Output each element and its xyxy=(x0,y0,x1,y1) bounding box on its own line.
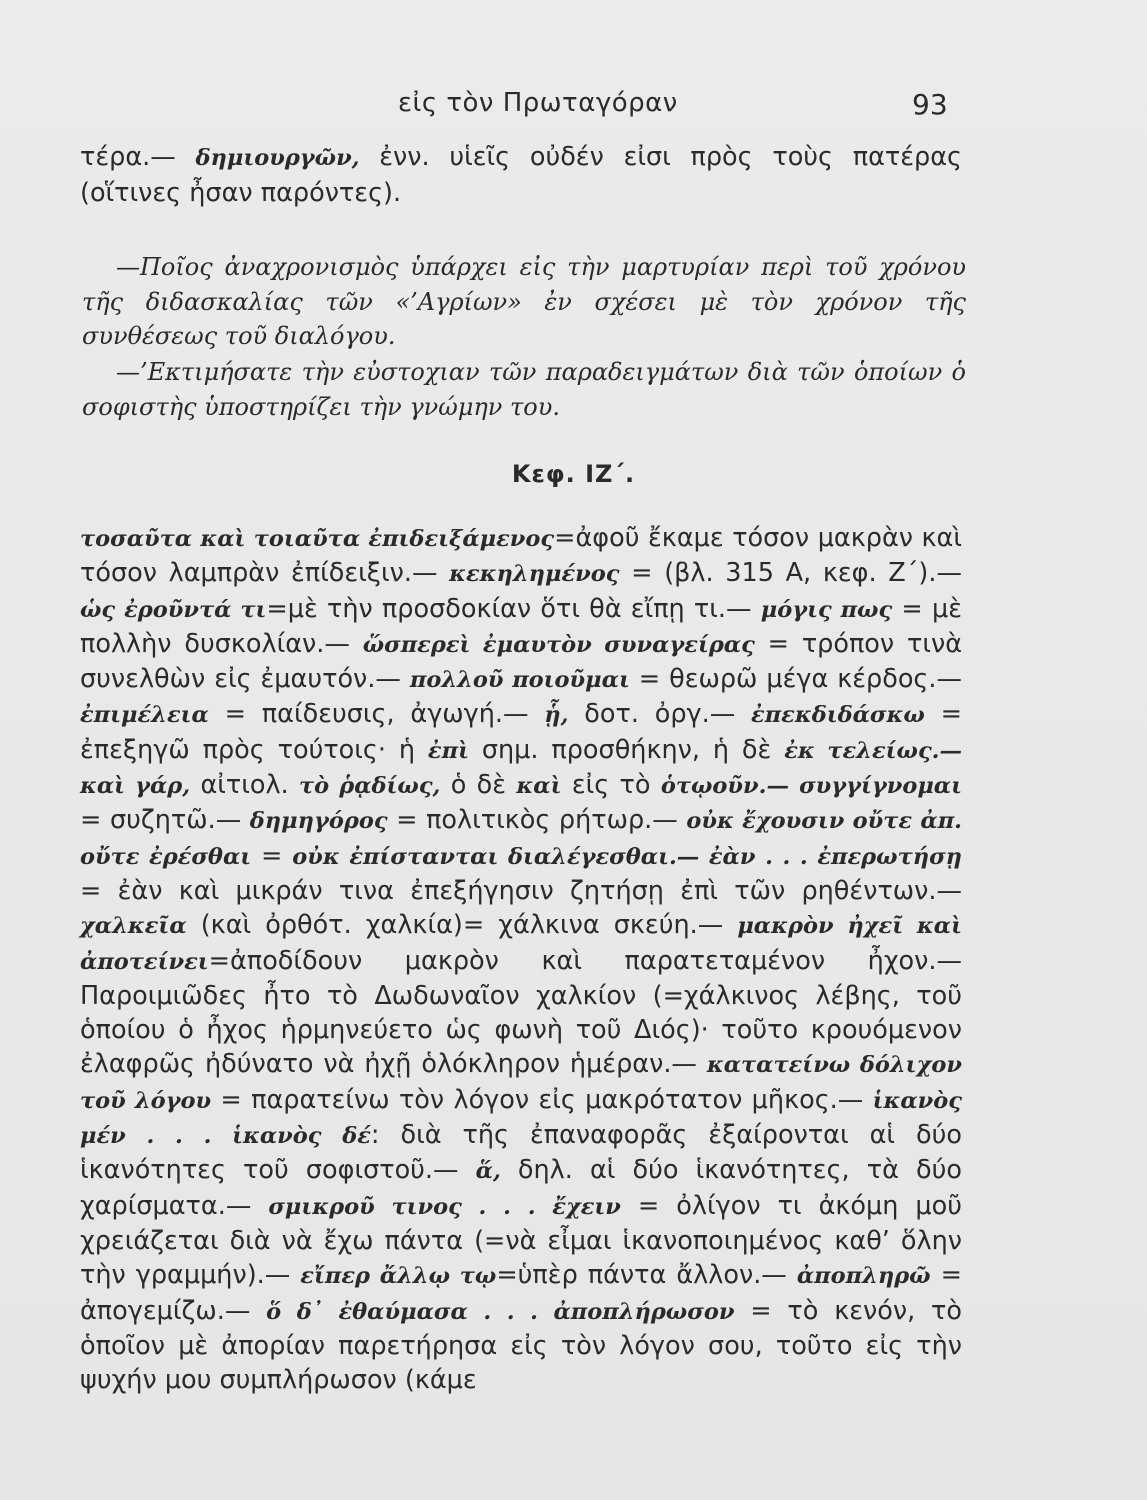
gloss-text: = παίδευσις, ἀγωγή.— xyxy=(208,699,545,730)
lemma-term: ἀποπληρῶ xyxy=(796,1263,931,1290)
lemma-term: οὐκ ἔχουσιν οὔτε ἀπ. οὔτε ἐρέσθαι xyxy=(80,808,963,870)
lemma-term: οὐκ ἐπίστανται διαλέγεσθαι.— ἐὰν . . . ἐπερωτήσῃ xyxy=(292,843,963,870)
gloss-text: =ἀποδίδουν μακρὸν καὶ παρατεταμένον ἦχον.— Παροιμιῶδες ἦτο τὸ Δωδωναῖον χαλκίον (=χάλκινος λέβης, τοῦ ὁποίου ὁ ἦχος ἡρμηνεύετο ὡς φωνὴ τοῦ Διός)· τοῦτο κρουόμενον ἐλαφρῶς ἠδύνατο νὰ ἠχῇ ὁλόκληρον ἡμέραν.— xyxy=(80,945,962,1080)
lemma-term: ἐκ τελείως.— καὶ γάρ, xyxy=(80,737,962,800)
gloss-text: = πολιτικὸς ρήτωρ.— xyxy=(387,805,687,836)
gloss-text: =μὲ τὴν προσδοκίαν ὅτι θὰ εἴπῃ τι.— xyxy=(266,593,761,624)
lemma-term: ἐπιμέλεια xyxy=(80,702,209,729)
lemma-term: ὁτῳοῦν.— συγγίγνομαι xyxy=(660,773,963,800)
gloss-text: αἰτιολ. xyxy=(190,770,300,801)
lemma-term: μόγις πως xyxy=(760,596,893,623)
gloss-text: σημ. προσθήκην, ἡ δὲ xyxy=(468,734,785,765)
gloss-text: δοτ. ὀργ.— xyxy=(568,699,752,730)
gloss-text: : διὰ τῆς ἐπαναφορᾶς ἐξαίρονται αἱ δύο ἱκανότητες τοῦ σοφιστοῦ.— xyxy=(80,1120,962,1186)
gloss-text: εἰς τὸ xyxy=(561,770,661,801)
lemma-term: ἐπεκδιδάσκω xyxy=(751,702,925,729)
lemma-term: τοσαῦτα καὶ τοιαῦτα ἐπιδειξάμενος xyxy=(80,526,555,552)
gloss-text: = θεωρῶ μέγα κέρδος.— xyxy=(629,664,962,695)
gloss-text: =ὑπὲρ πάντα ἄλλον.— xyxy=(496,1260,797,1291)
commentary-paragraph xyxy=(80,521,962,1397)
lemma-term: ἅ, xyxy=(475,1158,501,1185)
lemma-term: ᾗ, xyxy=(544,702,569,729)
lemma-term: σμικροῦ τινος . . . ἔχειν xyxy=(268,1193,621,1220)
gloss-text: = μὲ πολλὴν δυσκολίαν.— xyxy=(80,593,962,659)
lemma-term: δημηγόρος xyxy=(249,808,388,835)
study-question: —’Εκτιμήσατε τὴν εὐστοχιαν τῶν παραδειγμάτων διὰ τῶν ὁποίων ὁ σοφιστὴς ὑποστηρίζει τὴν γνώμην του. xyxy=(82,358,966,421)
gloss-text: = συζητῶ.— xyxy=(80,805,250,836)
lemma-term: ἐπὶ xyxy=(427,737,469,764)
gloss-text: ὁ δὲ xyxy=(440,770,517,801)
page-number: 93 xyxy=(912,88,948,121)
lemma-term: ἱκανὸς μέν . . . ἱκανὸς δέ xyxy=(80,1087,962,1150)
intro-paragraph xyxy=(80,140,962,210)
gloss-text: = xyxy=(251,840,293,871)
gloss-text: δηλ. αἱ δύο ἱκανότητες, τὰ δύο χαρίσματα.— xyxy=(80,1155,962,1221)
gloss-text: = ἀπογεμίζω.— xyxy=(80,1260,962,1326)
lemma-term: εἴπερ ἄλλῳ τῳ xyxy=(300,1263,497,1290)
gloss-text: = τρόπον τινὰ συνελθὼν εἰς ἐμαυτόν.— xyxy=(80,628,962,695)
intro-term: δημιουργῶν, xyxy=(195,145,360,171)
running-header: εἰς τὸν Πρωταγόραν xyxy=(398,88,678,118)
gloss-text: = (βλ. 315 Α, κεφ. Ζ΄).— xyxy=(619,558,962,589)
gloss-text: =ἀφοῦ ἔκαμε τόσον μακρὰν καὶ τόσον λαμπρὰν ἐπίδειξιν.— xyxy=(80,523,962,589)
lemma-term: κεκηλημένος xyxy=(449,561,620,588)
chapter-heading: Κεφ. ΙΖ΄. xyxy=(511,460,636,488)
study-question: —Ποῖος ἀναχρονισμὸς ὑπάρχει εἰς τὴν μαρτυρίαν περὶ τοῦ χρόνου τῆς διδασκαλίας τῶν «’Αγρίων» ἐν σχέσει μὲ τὸν χρόνον τῆς συνθέσεως τοῦ διαλόγου. xyxy=(82,253,966,350)
gloss-text: = ἐὰν καὶ μικράν τινα ἐπεξήγησιν ζητήσῃ ἐπὶ τῶν ρηθέντων.— xyxy=(80,875,962,906)
intro-text: τέρα.— xyxy=(80,142,196,172)
lemma-term: κατατείνω δόλιχον τοῦ λόγου xyxy=(80,1052,962,1114)
lemma-term: ὅ δ᾽ ἐθαύμασα . . . ἀποπλήρωσον xyxy=(266,1298,735,1325)
gloss-text: (καὶ ὀρθότ. χαλκία)= χάλκινα σκεύη.— xyxy=(186,910,738,941)
gloss-text: = ὀλίγον τι ἀκόμη μοῦ χρειάζεται διὰ νὰ ἔχω πάντα (=νὰ εἶμαι ἱκανοποιημένος καθ’ ὅλην τὴν γραμμήν).— xyxy=(80,1190,962,1291)
lemma-term: ὡς ἐροῦντά τι xyxy=(80,596,267,623)
lemma-term: μακρὸν ἠχεῖ καὶ ἀποτείνει xyxy=(80,913,962,975)
lemma-term: τὸ ῥᾳδίως, xyxy=(299,773,441,800)
intro-text: ἐνν. υἱεῖς οὐδέν εἰσι πρὸς τοὺς πατέρας (οἵτινες ἦσαν παρόντες). xyxy=(80,142,963,208)
lemma-term: πολλοῦ ποιοῦμαι xyxy=(409,667,630,694)
gloss-text: = τὸ κενόν, τὸ ὁποῖον μὲ ἀπορίαν παρετήρησα εἰς τὸν λόγον σου, τοῦτο εἰς τὴν ψυχήν μου συμπλήρωσον (κάμε xyxy=(80,1295,962,1396)
gloss-text: = ἐπεξηγῶ πρὸς τούτοις· ἡ xyxy=(80,699,962,765)
lemma-term: καὶ xyxy=(516,773,562,800)
lemma-term: χαλκεῖα xyxy=(80,913,187,940)
gloss-text: = παρατείνω τὸν λόγον εἰς μακρότατον μῆκος.— xyxy=(211,1084,873,1115)
lemma-term: ὥσπερεὶ ἐμαυτὸν συναγείρας xyxy=(362,631,755,658)
